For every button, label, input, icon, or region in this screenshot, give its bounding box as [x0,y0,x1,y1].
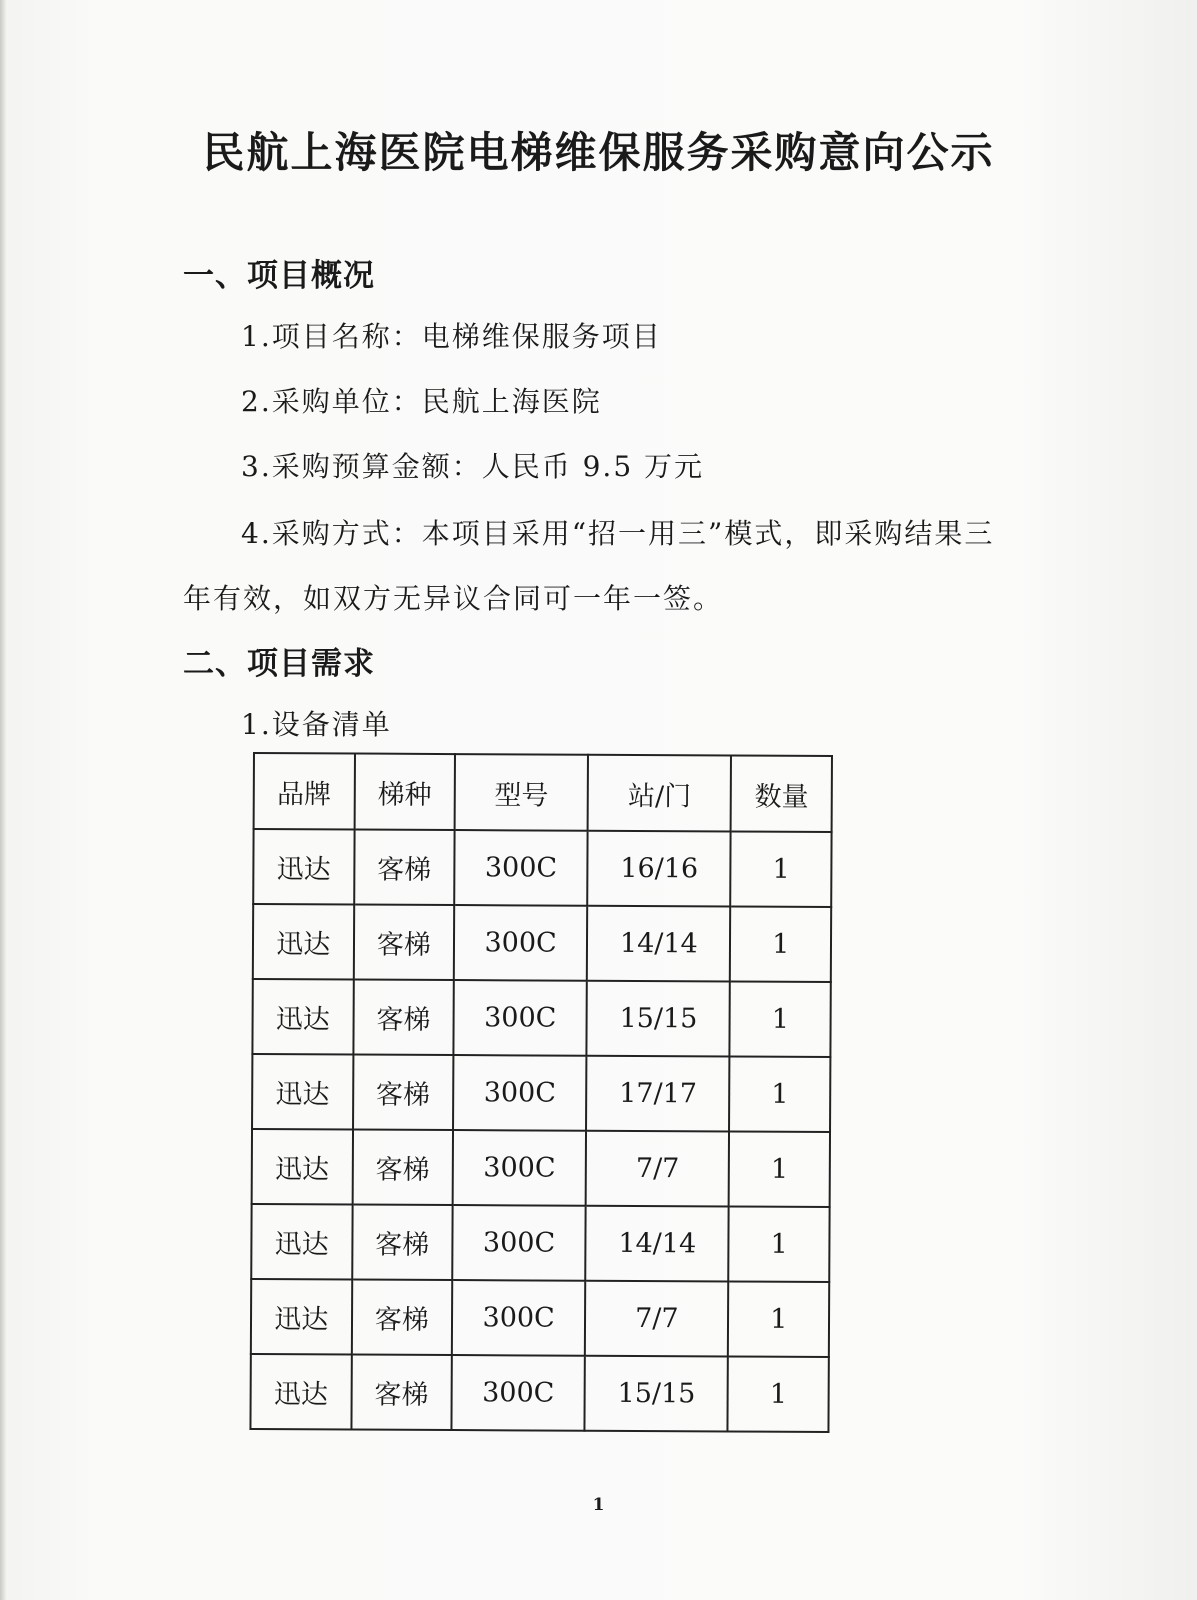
col-header-type: 梯种 [354,754,455,831]
cell-quantity: 1 [730,907,831,983]
cell-quantity: 1 [729,1132,830,1208]
sub-heading-equipment-list: 1.设备清单 [241,708,392,741]
section-heading-overview: 一、项目概况 [183,258,375,294]
cell-model: 300C [451,1355,585,1431]
col-header-model: 型号 [455,754,589,831]
item-method-continued: 年有效，如双方无异议合同可一年一签。 [183,582,724,615]
cell-brand: 迅达 [252,1054,353,1130]
cell-model: 300C [452,1280,586,1356]
scan-edge [0,0,6,1600]
table-row [251,1279,829,1357]
table-row [251,1204,829,1282]
table-row [252,979,830,1057]
cell-stops: 7/7 [586,1131,730,1207]
cell-type: 客梯 [353,1055,454,1131]
cell-brand: 迅达 [253,904,354,980]
col-header-stops: 站/门 [588,755,732,832]
cell-quantity: 1 [729,1206,830,1282]
table-row [252,1054,830,1132]
cell-stops: 14/14 [585,1206,729,1282]
cell-quantity: 1 [728,1281,829,1357]
cell-quantity: 1 [731,832,832,908]
cell-stops: 15/15 [587,981,731,1057]
table-row [250,1354,828,1432]
col-header-brand: 品牌 [254,753,355,830]
cell-model: 300C [452,1205,586,1281]
cell-stops: 14/14 [587,906,731,982]
cell-brand: 迅达 [252,979,353,1055]
cell-type: 客梯 [351,1280,452,1356]
cell-type: 客梯 [352,1130,453,1206]
equipment-table [249,752,833,1433]
cell-brand: 迅达 [253,829,354,905]
cell-model: 300C [453,1130,587,1206]
cell-stops: 16/16 [587,831,731,907]
cell-stops: 7/7 [585,1281,729,1357]
item-method: 4.采购方式：本项目采用“招一用三”模式，即采购结果三 [241,517,995,550]
cell-type: 客梯 [354,830,455,906]
col-header-quantity: 数量 [731,756,832,833]
table-row [253,904,831,982]
cell-type: 客梯 [353,980,454,1056]
cell-brand: 迅达 [251,1204,352,1280]
cell-type: 客梯 [353,905,454,981]
cell-model: 300C [454,830,588,906]
page-title: 民航上海医院电梯维保服务采购意向公示 [202,128,995,177]
cell-type: 客梯 [351,1355,452,1431]
table-row [253,829,831,907]
cell-quantity: 1 [728,1356,829,1432]
item-budget: 3.采购预算金额：人民币 9.5 万元 [241,450,705,483]
table-header-row [254,753,832,832]
cell-model: 300C [453,980,587,1056]
page-number: 1 [592,1495,605,1515]
cell-model: 300C [454,905,588,981]
cell-quantity: 1 [730,982,831,1058]
cell-brand: 迅达 [252,1129,353,1205]
cell-brand: 迅达 [250,1354,351,1430]
section-heading-requirements: 二、项目需求 [183,646,375,682]
cell-stops: 17/17 [586,1056,730,1132]
cell-model: 300C [453,1055,587,1131]
cell-brand: 迅达 [251,1279,352,1355]
cell-type: 客梯 [352,1205,453,1281]
item-project-name: 1.项目名称：电梯维保服务项目 [241,320,662,353]
cell-quantity: 1 [729,1057,830,1133]
table-row [252,1129,830,1207]
item-purchaser: 2.采购单位：民航上海医院 [241,385,602,418]
cell-stops: 15/15 [585,1356,729,1432]
